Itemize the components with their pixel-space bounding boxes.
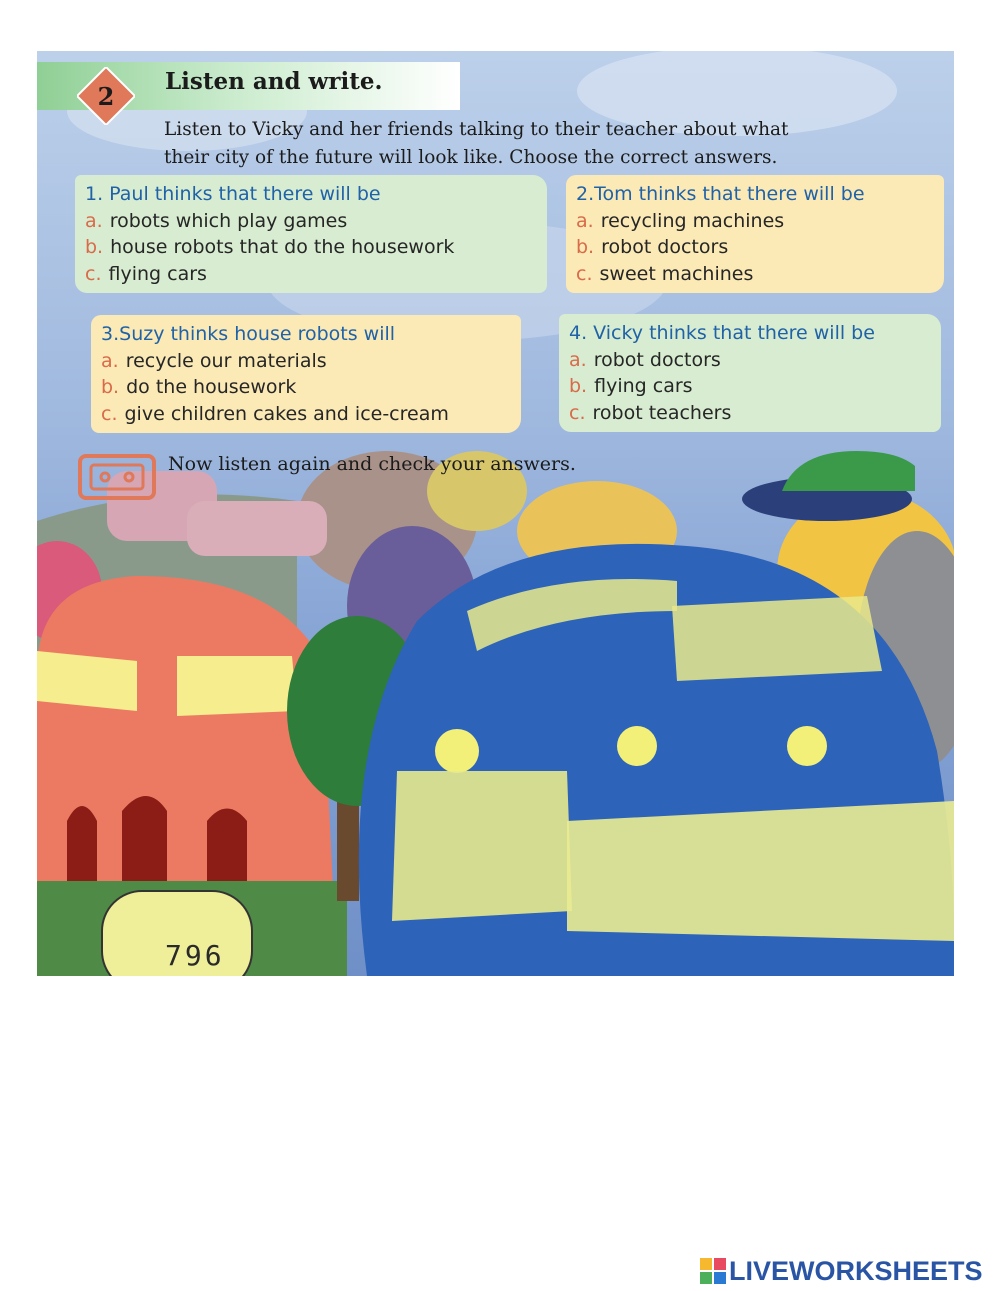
option-text: flying cars <box>594 375 693 397</box>
brand-wordmark: LIVEWORKSHEETS <box>729 1255 983 1286</box>
instruction-line: Listen to Vicky and her friends talking to their teacher about what <box>164 119 789 140</box>
robot-label: 796 <box>165 939 225 972</box>
option-text: house robots that do the housework <box>110 236 455 258</box>
answer-option[interactable] <box>569 400 931 427</box>
question-prompt: 4. Vicky thinks that there will be <box>569 322 875 344</box>
option-letter: b. <box>85 236 104 258</box>
answer-option[interactable] <box>101 374 511 401</box>
question-prompt: 1. Paul thinks that there will be <box>85 183 381 205</box>
question-box-2 <box>566 175 944 293</box>
option-letter: c. <box>101 402 118 425</box>
answer-option[interactable] <box>101 401 511 428</box>
answer-option[interactable] <box>85 208 537 235</box>
instruction-text <box>164 116 934 172</box>
question-prompt: 2.Tom thinks that there will be <box>576 183 865 205</box>
answer-option[interactable] <box>569 373 931 400</box>
option-text: robot doctors <box>593 348 721 371</box>
exercise-title: Listen and write. <box>165 68 383 95</box>
answer-option[interactable] <box>101 348 511 375</box>
option-text: do the housework <box>126 376 297 398</box>
instruction-line: their city of the future will look like. Choose the correct answers. <box>164 147 778 168</box>
answer-option[interactable] <box>85 234 537 261</box>
option-text: robots which play games <box>109 209 348 232</box>
question-prompt: 3.Suzy thinks house robots will <box>101 323 396 345</box>
option-letter: a. <box>576 209 594 232</box>
question-box-3 <box>91 315 521 433</box>
option-text: robot doctors <box>601 236 729 258</box>
listen-again-text: Now listen again and check your answers. <box>168 453 576 475</box>
option-text: flying cars <box>108 262 207 285</box>
exercise-number: 2 <box>97 81 115 111</box>
option-letter: a. <box>85 209 103 232</box>
option-text: recycling machines <box>600 209 785 232</box>
option-text: recycle our materials <box>125 349 327 372</box>
illustration-city-of-future <box>37 51 954 976</box>
liveworksheets-logo-icon <box>700 1258 726 1284</box>
option-text: sweet machines <box>599 262 754 285</box>
option-letter: c. <box>576 262 593 285</box>
answer-option[interactable] <box>576 234 934 261</box>
option-letter: b. <box>569 375 588 397</box>
option-text: robot teachers <box>592 401 732 424</box>
option-letter: a. <box>569 348 587 371</box>
liveworksheets-logo <box>700 1254 983 1288</box>
answer-option[interactable] <box>576 261 934 288</box>
question-box-4 <box>559 314 941 432</box>
option-letter: c. <box>569 401 586 424</box>
answer-option[interactable] <box>576 208 934 235</box>
option-letter: b. <box>576 236 595 258</box>
answer-option[interactable] <box>569 347 931 374</box>
cd-audio-icon <box>77 453 157 501</box>
answer-option[interactable] <box>85 261 537 288</box>
option-letter: b. <box>101 376 120 398</box>
option-letter: a. <box>101 349 119 372</box>
option-letter: c. <box>85 262 102 285</box>
question-box-1 <box>75 175 547 293</box>
option-text: give children cakes and ice-cream <box>124 402 449 425</box>
